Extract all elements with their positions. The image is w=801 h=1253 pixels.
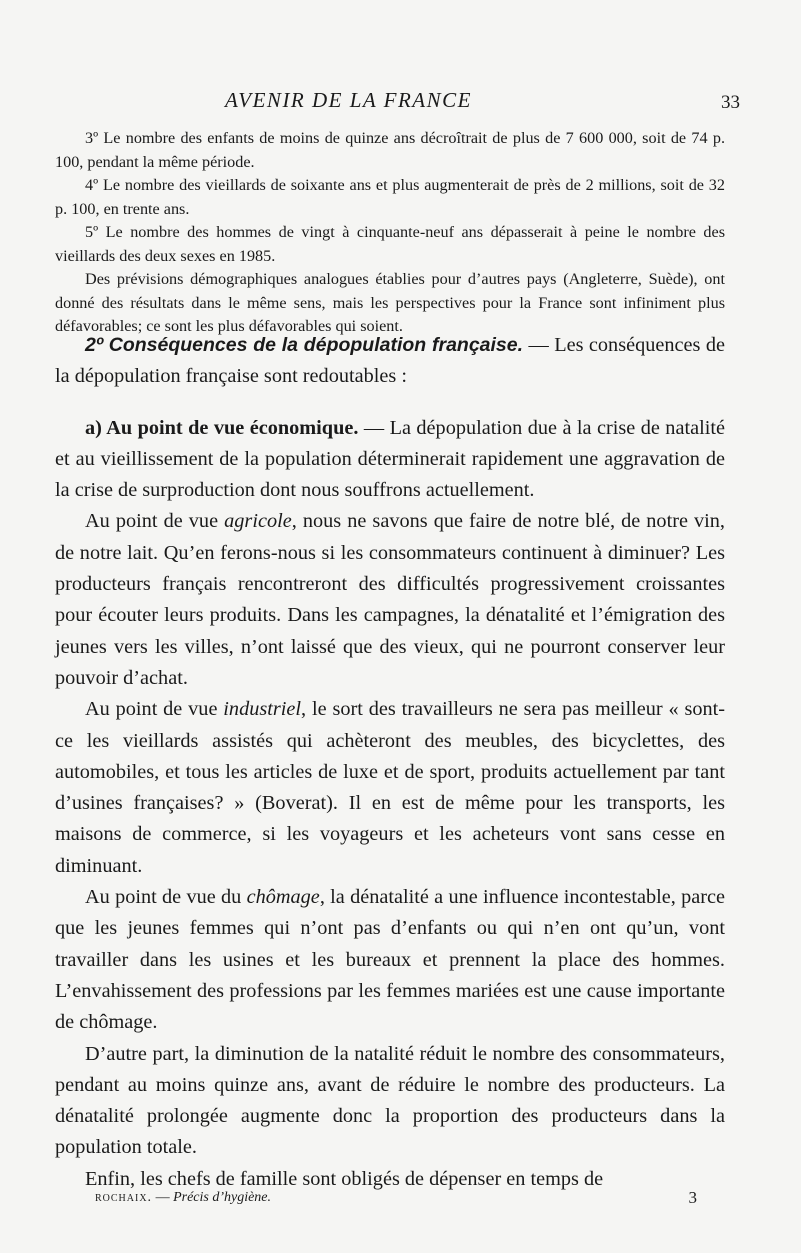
running-title: AVENIR DE LA FRANCE — [225, 88, 472, 112]
book-title: Précis d’hygiène. — [173, 1190, 272, 1205]
list-item-3: 3º Le nombre des enfants de moins de quinze ans décroîtrait de plus de 7 600 000, soit de 74 p. 100, pendant la même période. — [55, 129, 725, 171]
consommateurs-paragraph: D’autre part, la diminution de la natalité réduit le nombre des consommateurs, pendant au moins quinze ans, avant de réduire le nombre des producteurs. La dénatalité prolongée augmente donc la proportion des producteurs dans la population totale. — [55, 1042, 725, 1159]
section-intro-paragraph — [55, 330, 725, 393]
agricole-paragraph — [55, 506, 725, 694]
chomage-lead: Au point de vue du — [85, 886, 247, 909]
section-heading: 2º Conséquences de la dépopulation française. — [85, 334, 524, 356]
main-text — [55, 330, 725, 1195]
economic-subheading: a) Au point de vue économique. — [85, 416, 359, 439]
chomage-term: chômage — [246, 886, 320, 909]
footer-dash: — — [152, 1190, 174, 1205]
industriel-text: , le sort des travailleurs ne sera pas meilleur « sont-ce les vieillards assistés qui achèteront des meubles, des bicyclettes, des automobiles, et tous les articles de luxe et de sport, produits actuellement par tant d’usines françaises? » (Boverat). Il en est de même pour les transports, les maisons de commerce, si les voyageurs et les acheteurs vont sans cesse en diminuant. — [55, 698, 726, 877]
industriel-term: industriel — [223, 698, 302, 721]
economic-text: — La dépopulation due à la crise de natalité et au vieillissement de la population déterminerait rapidement une aggravation de la crise de surproduction dont nous souffrons actuellement. — [55, 416, 725, 502]
statistics-list — [55, 127, 725, 339]
enfin-paragraph: Enfin, les chefs de famille sont obligés de dépenser en temps de — [85, 1167, 604, 1190]
running-head — [40, 88, 740, 118]
economic-paragraph — [55, 413, 725, 507]
page-footer — [95, 1190, 697, 1206]
section-intro: — Les conséquences de la dépopulation française sont redoutables : — [55, 334, 725, 388]
signature-mark: 3 — [688, 1188, 697, 1207]
chomage-text: , la dénatalité a une influence incontestable, parce que les jeunes femmes qui n’ont pas d’enfants ou qui n’en ont qu’un, vont travailler dans les usines et les bureaux et prennent la place des hommes. L’envahissement des professions par les femmes mariées est une cause importante de chômage. — [55, 886, 726, 1034]
publisher-name: rochaix. — [95, 1190, 153, 1205]
agricole-lead: Au point de vue — [85, 510, 225, 533]
list-item-4: 4º Le nombre des vieillards de soixante ans et plus augmenterait de près de 2 millions, soit de 32 p. 100, en trente ans. — [55, 176, 725, 218]
chomage-paragraph — [55, 882, 725, 1038]
other-countries-paragraph: Des prévisions démographiques analogues établies pour d’autres pays (Angleterre, Suède), ont donné des résultats dans le même sens, mais les perspectives pour la France sont infiniment plus défavorables; ce sont les plus défavorables qui soient. — [55, 270, 725, 335]
agricole-text: , nous ne savons que faire de notre blé, de notre vin, de notre lait. Qu’en ferons-nous si les consommateurs continuent à diminuer? Les producteurs français rencontreront des difficultés progressivement croissantes pour écouter leurs produits. Dans les campagnes, la dénatalité et l’émigration des jeunes vers les villes, n’ont laissé que des vieux, qui ne pourront conserver leur pouvoir d’achat. — [55, 510, 725, 689]
industriel-paragraph — [55, 694, 725, 882]
agricole-term: agricole — [224, 510, 292, 533]
industriel-lead: Au point de vue — [85, 698, 224, 721]
list-item-5: 5º Le nombre des hommes de vingt à cinquante-neuf ans dépasserait à peine le nombre des vieillards des deux sexes en 1985. — [55, 223, 725, 265]
page-number: 33 — [721, 92, 740, 113]
